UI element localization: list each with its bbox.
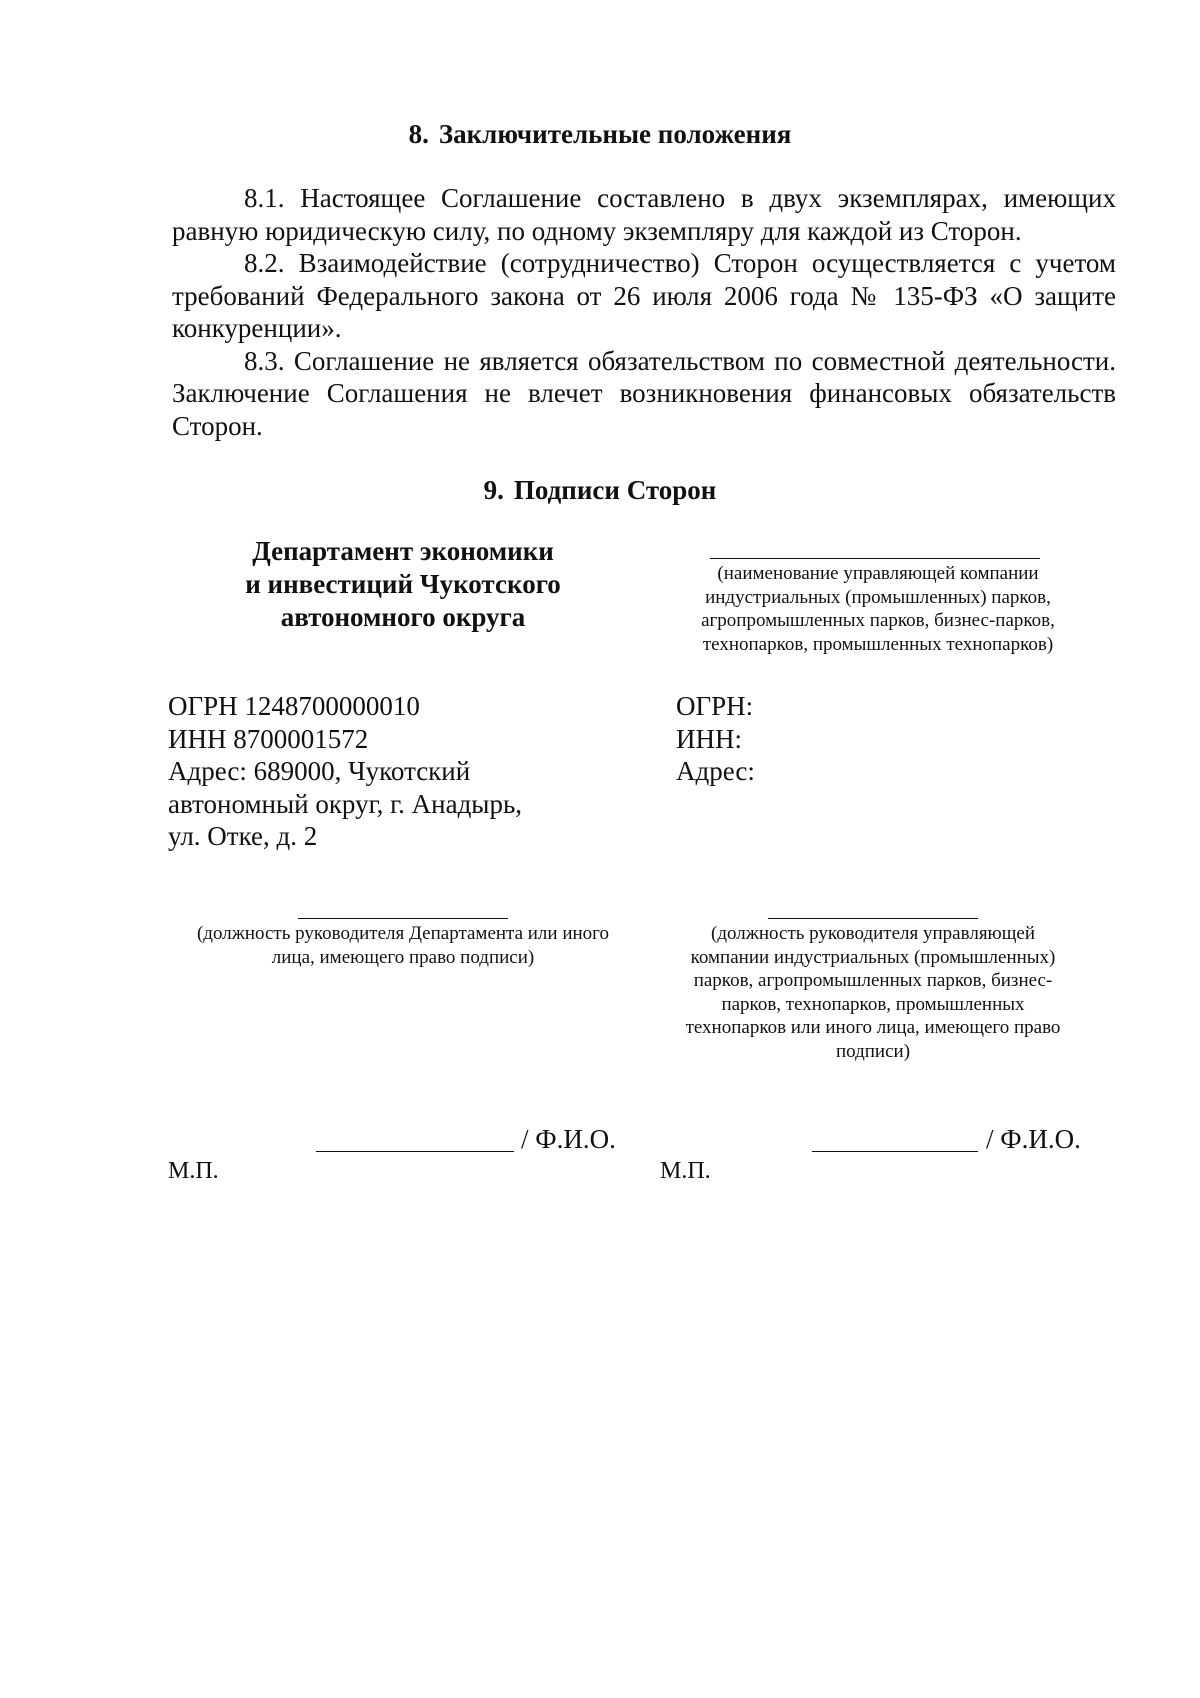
- left-position-caption: [163, 922, 643, 969]
- caption-line: (должность руководителя Департамента или иного: [196, 923, 609, 944]
- left-fio: / Ф.И.О.: [521, 1124, 616, 1154]
- right-ogrn: ОГРН:: [676, 691, 754, 721]
- right-position-caption: [660, 922, 1086, 1063]
- left-inn: ИНН 8700001572: [168, 723, 369, 754]
- left-signature-line: [316, 1151, 514, 1152]
- section-9-title: Подписи Сторон: [513, 475, 717, 505]
- section-9-number: 9.: [483, 475, 504, 505]
- left-stamp-mark: М.П.: [168, 1158, 219, 1184]
- left-ogrn: ОГРН 1248700000010: [168, 691, 420, 721]
- caption-line: парков, технопарков, промышленных: [721, 993, 1025, 1015]
- left-address-line: Адрес: 689000, Чукотский: [168, 756, 471, 786]
- right-signature-line: [812, 1151, 978, 1152]
- right-party-name-caption: [668, 562, 1088, 656]
- left-party-name: [168, 535, 638, 634]
- caption-line: технопарков, промышленных технопарков): [702, 633, 1054, 655]
- section-8-heading: [0, 118, 1200, 150]
- caption-line: технопарков или иного лица, имеющего право: [685, 1017, 1061, 1038]
- caption-line: компании индустриальных (промышленных): [690, 946, 1056, 968]
- caption-line: парков, агропромышленных парков, бизнес-: [693, 970, 1053, 991]
- caption-line: индустриальных (промышленных) парков,: [705, 586, 1051, 608]
- section-8-number: 8.: [408, 119, 429, 149]
- left-party-name-line: автономного округа: [280, 602, 526, 632]
- right-address: Адрес:: [676, 756, 755, 786]
- section-8-body: [172, 182, 1116, 442]
- section-8-title: Заключительные положения: [438, 119, 792, 149]
- right-stamp-mark: М.П.: [660, 1158, 711, 1184]
- left-party-requisites: [168, 690, 522, 853]
- right-party-name-line: [710, 558, 1040, 559]
- paragraph-8-3: 8.3. Соглашение не является обязательством по совместной деятельности. Заключение Соглашения не влечет возникновения финансовых обязательств Сторон.: [172, 345, 1116, 441]
- section-9-heading: [0, 474, 1200, 506]
- right-position-line: [768, 918, 978, 919]
- caption-line: (должность руководителя управляющей: [711, 923, 1035, 944]
- left-party-name-line: Департамент экономики: [252, 536, 554, 566]
- paragraph-8-2: 8.2. Взаимодействие (сотрудничество) Сторон осуществляется с учетом требований Федерального закона от 26 июля 2006 года № 135-ФЗ «О защите конкуренции».: [172, 248, 1116, 343]
- right-party-requisites: [676, 690, 755, 788]
- left-party-name-line: и инвестиций Чукотского: [245, 569, 561, 599]
- caption-line: лица, имеющего право подписи): [271, 946, 535, 968]
- caption-line: агропромышленных парков, бизнес-парков,: [701, 610, 1055, 631]
- caption-line: подписи): [835, 1040, 911, 1062]
- left-address-line: ул. Отке, д. 2: [168, 821, 318, 851]
- right-fio: / Ф.И.О.: [986, 1124, 1081, 1154]
- caption-line: (наименование управляющей компании: [717, 563, 1039, 584]
- left-position-line: [298, 918, 508, 919]
- right-inn: ИНН:: [676, 723, 742, 754]
- left-address-line: автономный округ, г. Анадырь,: [168, 788, 523, 819]
- paragraph-8-1: 8.1. Настоящее Соглашение составлено в двух экземплярах, имеющих равную юридическую силу, по одному экземпляру для каждой из Сторон.: [172, 183, 1116, 246]
